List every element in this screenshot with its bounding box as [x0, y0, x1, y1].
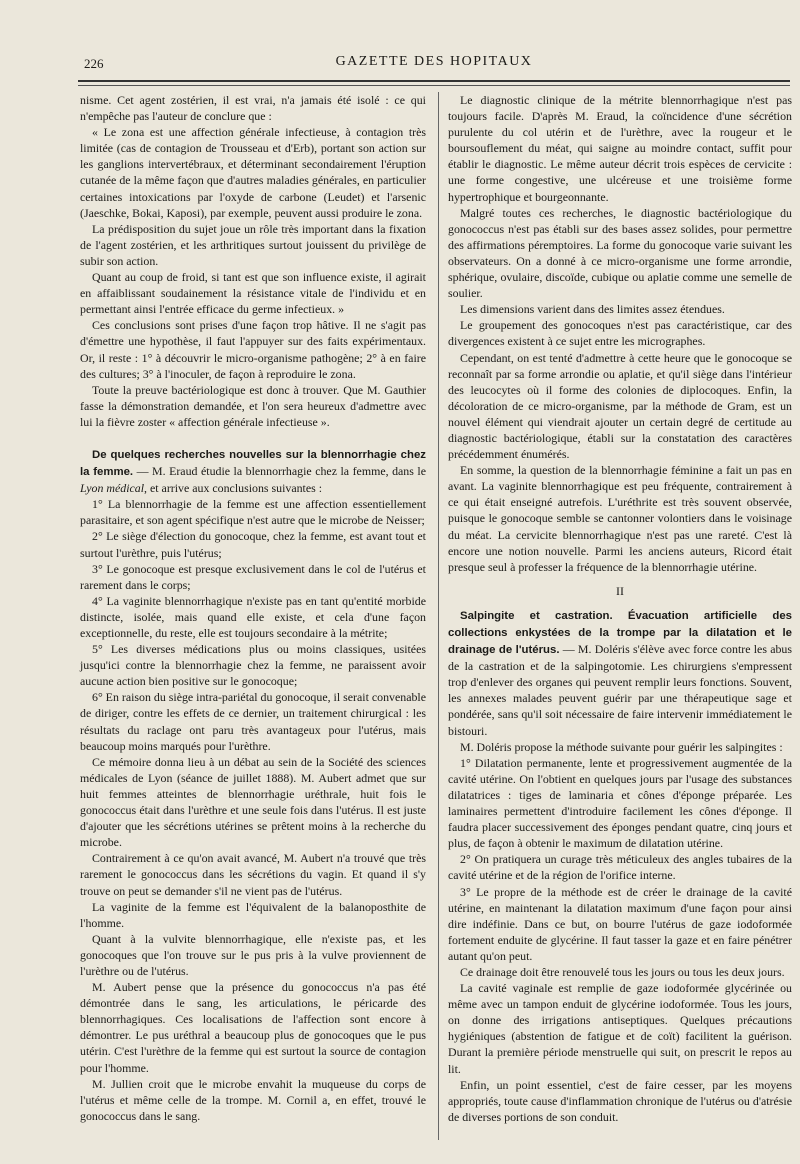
- section-intro: — M. Doléris s'élève avec force contre les abus de la castration et de la salpingotomie. Les chirurgiens s'empressent trop d'enlever des organes qui peuvent remplir leurs fonctions. Souvent, les annexes malades peuvent guérir par une thérapeutique sage et pondérée, sans qu'il soit nécessaire de faire intervenir immédiatement le bistouri.: [448, 642, 792, 738]
- paragraph: Quant à la vulvite blennorrhagique, elle n'existe pas, et les gonocoques que l'on trouve sur le pus pris à la vulve proviennent de l'urèthre ou de l'utérus.: [80, 931, 426, 978]
- paragraph: Ces conclusions sont prises d'une façon trop hâtive. Il ne s'agit pas d'émettre une hypothèse, il faut l'appuyer sur des faits expérimentaux. Or, il reste : 1° à découvrir le micro-organisme pathogène; 2° à en faire des cultures; 3° à l'inoculer, de façon à reproduire le zona.: [80, 318, 426, 381]
- paragraph: « Le zona est une affection générale infectieuse, à contagion très limitée (cas de contagion de Trousseau et d'Erb), portant son action sur les ganglions intervertébraux, et déterminant secondairement l'éruption cutanée de la même façon que d'autres maladies générales, en particulier certaines intoxications par l'oxyde de carbone (Leudet) et l'arsenic (Jaeschke, Bokai, Kaposi), par exemple, peuvent aussi produire le zona.: [80, 125, 426, 220]
- paragraph: Le groupement des gonocoques n'est pas caractéristique, car des divergences existent à ce sujet entre les micrographes.: [448, 318, 792, 349]
- section-title: De quelques recherches nouvelles sur la blennorrhagie chez la femme.: [80, 448, 426, 479]
- journal-title: GAZETTE DES HOPITAUX: [335, 54, 533, 69]
- paragraph: Ce drainage doit être renouvelé tous les jours ou tous les deux jours.: [460, 964, 785, 979]
- paragraph: Quant au coup de froid, si tant est que son influence existe, il agirait en affaiblissant soudainement la résistance vitale de l'individu et en permettant ainsi l'entrée efficace du germe infectieux. »: [80, 270, 426, 317]
- section-number: II: [616, 583, 624, 598]
- conclusion-item: 4° La vaginite blennorrhagique n'existe pas en tant qu'entité morbide distincte, isolée, mais quand elle existe, et cela d'une façon exceptionnelle, du reste, elle est toujours secondaire à la métrite;: [80, 593, 426, 640]
- paragraph: Les dimensions varient dans des limites assez étendues.: [460, 302, 725, 317]
- paragraph: La vaginite de la femme est l'équivalent de la balanoposthite de l'homme.: [80, 899, 426, 930]
- paragraph: M. Doléris propose la méthode suivante pour guérir les salpingites :: [460, 739, 783, 754]
- conclusion-item: 2° Le siège d'élection du gonocoque, chez la femme, est avant tout et surtout l'urèthre, puis l'utérus;: [80, 529, 426, 560]
- conclusion-item: 3° Le gonocoque est presque exclusivement dans le col de l'utérus et rarement dans le corps;: [80, 561, 426, 592]
- left-column: [80, 92, 426, 1124]
- method-item: 1° Dilatation permanente, lente et progressivement augmentée de la cavité utérine. On l'obtient en quelques jours par l'usage des substances dilatatrices : tiges de laminaria et cônes d'éponge préparée. Les laminaires permettent d'introduire facilement les cônes d'éponge. Il faudra placer successivement des éponges pendant quatre, cinq jours et plus, de façon à obtenir le maximum de dilatation utérine.: [448, 755, 792, 851]
- spacer: [80, 430, 426, 438]
- conclusion-item: 1° La blennorrhagie de la femme est une affection essentiellement parasitaire, et son agent spécifique n'est autre que le microbe de Neisser;: [80, 497, 426, 528]
- paragraph: La cavité vaginale est remplie de gaze iodoformée glycérinée ou même avec un tampon enduit de glycérine iodoformée. Tous les jours, on donne des irrigations antiseptiques. Quelques précautions hygiéniques (abstention de fatigue et de coït) facilitent la guérison. Durant la première période menstruelle qui suit, on prescrit le repos au lit.: [448, 981, 792, 1076]
- method-item: 2° On pratiquera un curage très méticuleux des angles tubaires de la cavité utérine et de la région de l'orifice interne.: [448, 852, 792, 883]
- page-number: 226: [84, 56, 104, 71]
- paragraph: nisme. Cet agent zostérien, il est vrai, n'a jamais été isolé : ce qui n'empêche pas l'auteur de conclure que :: [80, 93, 426, 124]
- section-paragraph: [80, 446, 426, 496]
- column-divider: [438, 92, 439, 1140]
- paragraph: La prédisposition du sujet joue un rôle très important dans la fixation de l'agent zostérien, et les arthritiques surtout jouissent du privilège de subir son action.: [80, 221, 426, 268]
- right-column: [448, 92, 792, 1125]
- header-rule: [78, 80, 790, 82]
- header-rule-thin: [78, 85, 790, 86]
- paragraph: M. Jullien croit que le microbe envahit la muqueuse du corps de l'utérus et même celle de la trompe. M. Cornil a, en effet, trouvé le gonococcus dans le sang.: [80, 1076, 426, 1123]
- section-title: Salpingite et castration. Évacuation artificielle des collections enkystées de la trompe par la dilatation et le drainage de l'utérus.: [448, 609, 792, 657]
- paragraph: Le diagnostic clinique de la métrite blennorrhagique n'est pas toujours facile. D'après M. Eraud, la coïncidence d'une sécrétion purulente du col utérin et de l'urèthre, avec la rougeur et le boursouflement du méat, qui saigne au moindre contact, suffit pour établir le diagnostic. Le même auteur décrit trois espèces de cervicite : une forme congestive, une ulcéreuse et une troisième forme hypertrophique et bourgeonnante.: [448, 93, 792, 204]
- paragraph: Contrairement à ce qu'on avait avancé, M. Aubert n'a trouvé que très rarement le gonococcus dans les sécrétions du vagin. Et quand il s'y trouve on peut se demander s'il ne vient pas de l'utérus.: [80, 851, 426, 898]
- conclusion-item: 5° Les diverses médications plus ou moins classiques, usitées jusqu'ici contre la blennorrhagie chez la femme, ne paraissent avoir aucune action bien positive sur le gonocoque;: [80, 642, 426, 689]
- method-item: 3° Le propre de la méthode est de créer le drainage de la cavité utérine, en maintenant la dilatation maximum d'une façon pour ainsi dire indéfinie. Dans ce but, on bourre l'utérus de gaze iodoformée fortement enduite de glycérine. Il faut tasser la gaze et en faire pénétrer autant qu'on peut.: [448, 884, 792, 963]
- section-intro: — M. Eraud étudie la blennorrhagie chez la femme, dans le: [133, 464, 426, 479]
- conclusion-item: 6° En raison du siège intra-pariétal du gonocoque, il serait convenable de diriger, contre les effets de ce dernier, un traitement chirurgical : les résultats du raclage ont paru très avantageux pour l'utérus, mais beaucoup moins marqués pour l'urèthre.: [80, 690, 426, 753]
- paragraph: Toute la preuve bactériologique est donc à trouver. Que M. Gauthier fasse la démonstration demandée, et l'on sera heureux d'admettre avec lui la fièvre zoster « affection générale infectieuse ».: [80, 382, 426, 429]
- page-header: [78, 50, 790, 78]
- section-intro-end: , et arrive aux conclusions suivantes :: [144, 481, 323, 496]
- paragraph: Cependant, on est tenté d'admettre à cette heure que le gonocoque se reconnaît par sa forme arrondie ou aplatie, et qu'il siège dans l'intérieur des leucocytes où il forme des colonies de diplocoques. Enfin, la décoloration de ce micro-organisme, par la méthode de Gram, est un nouvel élément qui viendrait ajouter un certain degré de certitude au diagnostic bactériologique, établi sur la constatation des caractères précédemment énumérés.: [448, 350, 792, 462]
- section-paragraph: [448, 607, 792, 739]
- paragraph: En somme, la question de la blennorrhagie féminine a fait un pas en avant. La vaginite blennorrhagique est peu fréquente, contrairement à ce qui était enseigné autrefois. L'uréthrite est très souvent observée, puisque le gonocoque semble se cantonner volontiers dans le voisinage du méat. La cervicite blennorrhagique n'est pas une rareté. C'est là encore une notion nouvelle. Parmi les anciens auteurs, Ricord était presque seul à professer la fréquence de la blennorrhagie utérine.: [448, 463, 792, 574]
- paragraph: Malgré toutes ces recherches, le diagnostic bactériologique du gonococcus n'est pas établi sur des bases assez solides, pour permettre des affirmations péremptoires. La forme du gonocoque varie suivant les observateurs. On a donné à ce micro-organisme une forme arrondie, sphérique, ovulaire, discoïde, cubique ou aplatie comme une semelle de soulier.: [448, 205, 792, 301]
- paragraph: Enfin, un point essentiel, c'est de faire cesser, par les moyens appropriés, toute cause d'inflammation chronique de l'utérus ou d'atrésie de diverses portions de son conduit.: [448, 1077, 792, 1124]
- paragraph: Ce mémoire donna lieu à un débat au sein de la Société des sciences médicales de Lyon (séance de juillet 1888). M. Aubert admet que sur huit femmes atteintes de blennorrhagie uréthrale, huit fois le gonococcus était dans l'urèthre et une seule fois dans l'utérus. Il est juste d'ajouter que les sécrétions utérines se prêtent moins à la recherche du microbe.: [80, 754, 426, 850]
- paragraph: M. Aubert pense que la présence du gonococcus n'a pas été démontrée dans le sang, les articulations, le péricarde des blennorrhagiques. Ces localisations de l'affection sont encore à démontrer. Le pus uréthral a beaucoup plus de gonocoques que le pus utérin. C'est l'urèthre de la femme qui est surtout la source de contagion pour l'homme.: [80, 980, 426, 1075]
- journal-reference: Lyon médical: [80, 481, 145, 496]
